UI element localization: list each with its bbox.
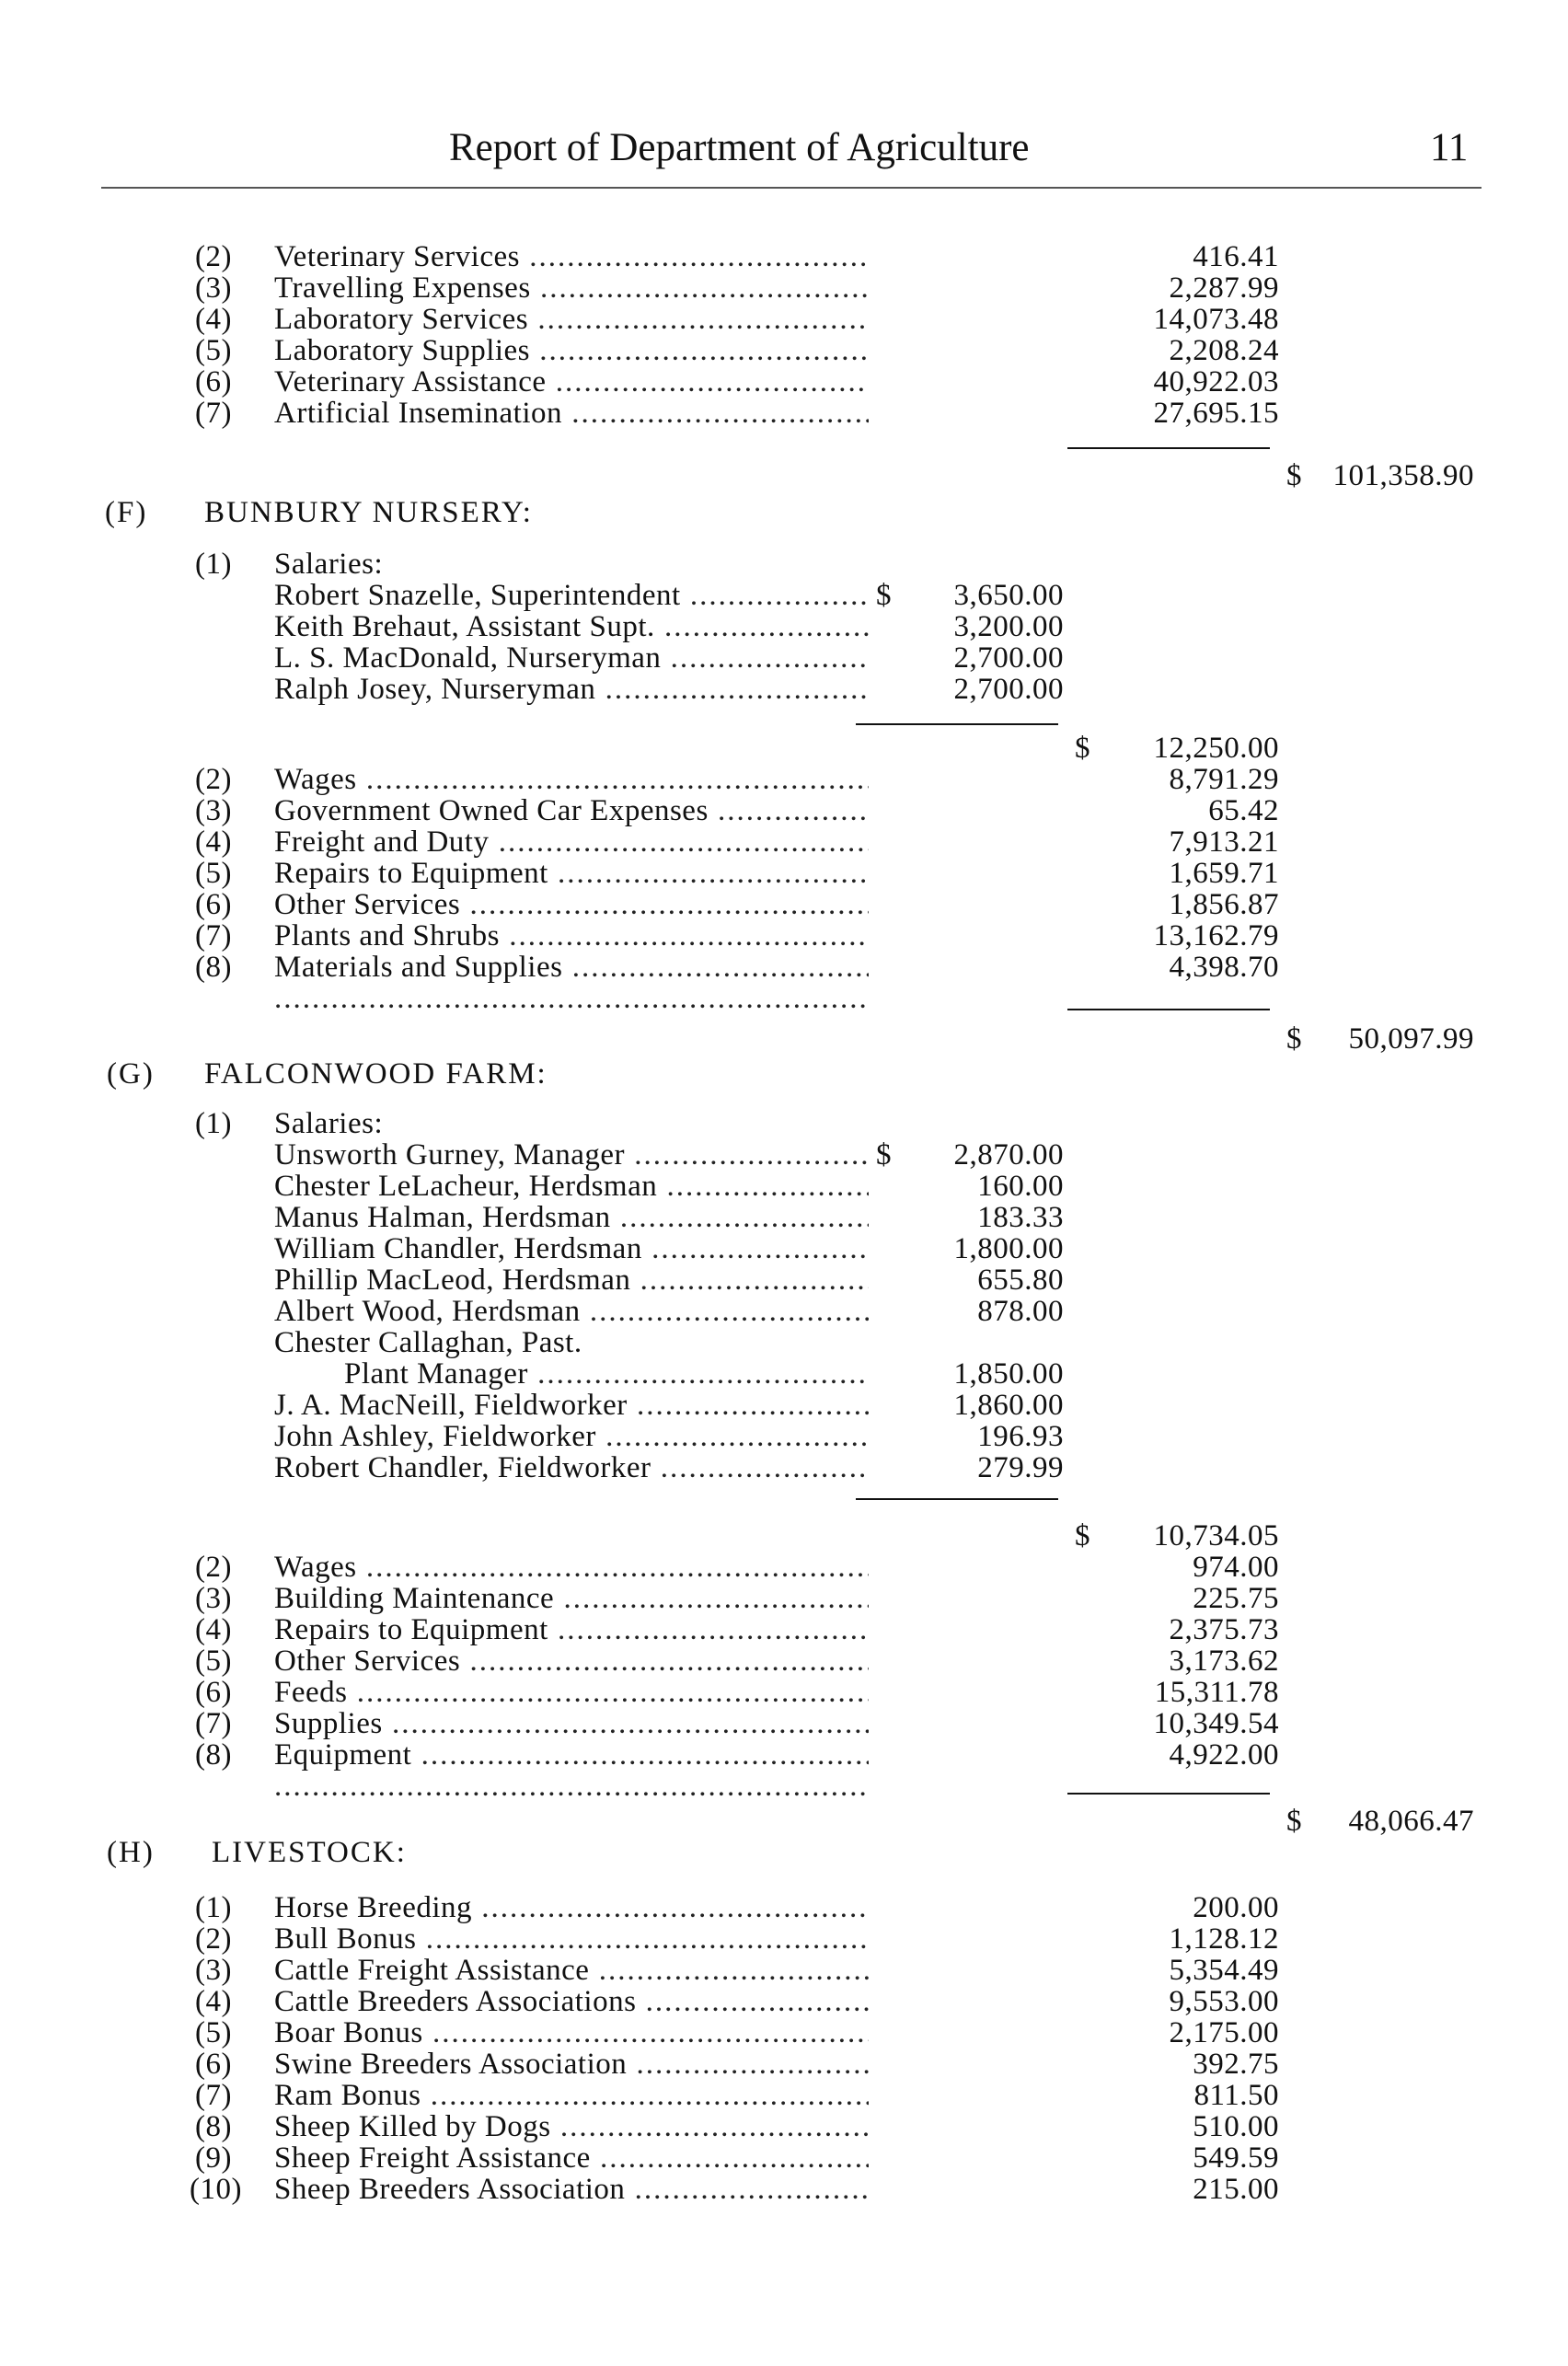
salary-name: Chester LeLacheur, Herdsman .....	[274, 1171, 869, 1202]
item-label: Veterinary Assistance .....	[274, 366, 869, 398]
item-label: Repairs to Equipment .....	[274, 858, 869, 889]
item-label: Horse Breeding .....	[274, 1892, 869, 1923]
salary-dollar-sign: $	[876, 1138, 892, 1171]
item-number: (8)	[195, 1738, 232, 1772]
salary-name: William Chandler, Herdsman .....	[274, 1233, 869, 1264]
salary-amount: 160.00	[977, 1170, 1064, 1203]
item-label: Ram Bonus .....	[274, 2080, 869, 2111]
salary-amount: 2,700.00	[953, 641, 1064, 675]
salary-amount: 279.99	[977, 1451, 1064, 1484]
subtotal-dollar-sign: $	[1075, 1519, 1090, 1552]
section-total: 101,358.90	[1332, 459, 1474, 492]
item-number: (5)	[195, 1645, 232, 1678]
item-amount: 5,354.49	[1169, 1954, 1279, 1987]
item-amount: 27,695.15	[1153, 397, 1279, 430]
item-number: (5)	[195, 334, 232, 367]
header-divider	[101, 187, 1482, 189]
section-total: 50,097.99	[1348, 1022, 1474, 1056]
salary-amount: 196.93	[977, 1420, 1064, 1453]
item-label: Feeds .....	[274, 1677, 869, 1708]
salary-name: J. A. MacNeill, Fieldworker .....	[274, 1390, 869, 1421]
item-amount: 549.59	[1193, 2141, 1279, 2175]
item-number: (6)	[195, 1676, 232, 1709]
salary-name: Plant Manager .....	[344, 1358, 869, 1390]
item-amount: 200.00	[1193, 1891, 1279, 1924]
salary-amount: 2,870.00	[953, 1138, 1064, 1171]
item-amount: 13,162.79	[1153, 919, 1279, 952]
item-amount: 10,349.54	[1153, 1707, 1279, 1740]
salary-amount: 1,850.00	[953, 1357, 1064, 1391]
item-number: (3)	[195, 1954, 232, 1987]
item-number: (1)	[195, 1891, 232, 1924]
item-amount: 40,922.03	[1153, 365, 1279, 398]
item-label: Boar Bonus .....	[274, 2017, 869, 2049]
subtotal-rule	[1067, 447, 1270, 449]
item-number: (4)	[195, 303, 232, 336]
item-number: (5)	[195, 857, 232, 890]
salary-amount: 183.33	[977, 1201, 1064, 1234]
item-label: Plants and Shrubs .....	[274, 920, 869, 952]
item-amount: 15,311.78	[1154, 1676, 1279, 1709]
section-letter: (H)	[107, 1836, 155, 1869]
item-number: (2)	[195, 240, 232, 273]
item-amount: 2,208.24	[1169, 334, 1279, 367]
salary-amount: 3,200.00	[953, 610, 1064, 643]
item-amount: 974.00	[1193, 1551, 1279, 1584]
item-number: (1)	[195, 548, 232, 581]
item-label: Freight and Duty .....	[274, 826, 869, 858]
section-title: LIVESTOCK:	[212, 1836, 407, 1869]
salary-name: Robert Snazelle, Superintendent .....	[274, 580, 869, 611]
item-amount: 416.41	[1193, 240, 1279, 273]
section-letter: (G)	[107, 1057, 155, 1091]
item-label: Veterinary Services .....	[274, 241, 869, 272]
item-label: Swine Breeders Association .....	[274, 2049, 869, 2080]
item-number: (6)	[195, 2048, 232, 2081]
item-number: (4)	[195, 1985, 232, 2018]
total-dollar-sign: $	[1286, 1022, 1302, 1056]
item-number: (7)	[195, 2079, 232, 2112]
item-number: (8)	[195, 2110, 232, 2143]
item-label: Cattle Breeders Associations .....	[274, 1986, 869, 2017]
salary-amount: 1,800.00	[953, 1232, 1064, 1265]
salaries-label: Salaries:	[274, 1107, 384, 1140]
item-label	[274, 1771, 869, 1802]
subtotal-rule	[856, 1498, 1058, 1500]
subtotal-rule	[856, 723, 1058, 725]
salary-amount: 655.80	[977, 1264, 1064, 1297]
item-amount: 1,128.12	[1169, 1922, 1279, 1956]
salary-name: Unsworth Gurney, Manager .....	[274, 1139, 869, 1171]
item-label: Cattle Freight Assistance .....	[274, 1955, 869, 1986]
total-dollar-sign: $	[1286, 459, 1302, 492]
item-label: Other Services .....	[274, 889, 869, 920]
item-label: Sheep Breeders Association .....	[274, 2174, 869, 2205]
item-label: Laboratory Supplies .....	[274, 335, 869, 366]
item-number: (8)	[195, 951, 232, 984]
item-amount: 65.42	[1208, 794, 1279, 827]
item-label: Wages .....	[274, 764, 869, 795]
salary-name: Manus Halman, Herdsman .....	[274, 1202, 869, 1233]
item-amount: 392.75	[1193, 2048, 1279, 2081]
section-total: 48,066.47	[1348, 1805, 1474, 1838]
salaries-subtotal: 10,734.05	[1153, 1519, 1279, 1552]
subtotal-rule	[1067, 1009, 1270, 1010]
item-number: (9)	[195, 2141, 232, 2175]
item-number: (4)	[195, 825, 232, 859]
salaries-label: Salaries:	[274, 548, 384, 581]
salary-name: Ralph Josey, Nurseryman .....	[274, 674, 869, 705]
item-amount: 4,398.70	[1169, 951, 1279, 984]
item-label: Repairs to Equipment .....	[274, 1614, 869, 1645]
item-number: (10)	[190, 2173, 242, 2206]
page-number: 11	[1430, 126, 1469, 169]
item-label: Supplies .....	[274, 1708, 869, 1739]
item-amount: 9,553.00	[1169, 1985, 1279, 2018]
salary-name: L. S. MacDonald, Nurseryman .....	[274, 642, 869, 674]
item-number: (4)	[195, 1613, 232, 1646]
salary-name: Robert Chandler, Fieldworker .....	[274, 1452, 869, 1483]
salary-dollar-sign: $	[876, 579, 892, 612]
item-amount: 811.50	[1193, 2079, 1279, 2112]
item-number: (7)	[195, 919, 232, 952]
item-amount: 3,173.62	[1169, 1645, 1279, 1678]
subtotal-rule	[1067, 1793, 1270, 1795]
item-label: Materials and Supplies .....	[274, 952, 869, 983]
item-number: (3)	[195, 1582, 232, 1615]
item-number: (5)	[195, 2016, 232, 2049]
item-number: (2)	[195, 1551, 232, 1584]
salary-name: Albert Wood, Herdsman .....	[274, 1296, 869, 1327]
item-label: Other Services .....	[274, 1645, 869, 1677]
salary-name: Keith Brehaut, Assistant Supt. .....	[274, 611, 869, 642]
item-label	[274, 983, 869, 1014]
subtotal-dollar-sign: $	[1075, 732, 1090, 765]
item-label: Government Owned Car Expenses .....	[274, 795, 869, 826]
salary-name: Phillip MacLeod, Herdsman .....	[274, 1264, 869, 1296]
salary-name: Chester Callaghan, Past.	[274, 1326, 582, 1359]
item-label: Bull Bonus .....	[274, 1923, 869, 1955]
total-dollar-sign: $	[1286, 1805, 1302, 1838]
item-label: Building Maintenance .....	[274, 1583, 869, 1614]
salary-amount: 1,860.00	[953, 1389, 1064, 1422]
salary-amount: 3,650.00	[953, 579, 1064, 612]
item-number: (7)	[195, 397, 232, 430]
item-amount: 2,287.99	[1169, 271, 1279, 305]
item-number: (3)	[195, 794, 232, 827]
salary-amount: 2,700.00	[953, 673, 1064, 706]
item-label: Sheep Freight Assistance .....	[274, 2142, 869, 2174]
item-amount: 1,856.87	[1169, 888, 1279, 921]
salaries-subtotal: 12,250.00	[1153, 732, 1279, 765]
item-number: (2)	[195, 763, 232, 796]
item-number: (3)	[195, 271, 232, 305]
item-amount: 7,913.21	[1169, 825, 1279, 859]
item-number: (7)	[195, 1707, 232, 1740]
item-amount: 215.00	[1193, 2173, 1279, 2206]
item-amount: 2,375.73	[1169, 1613, 1279, 1646]
item-number: (6)	[195, 365, 232, 398]
page-title: Report of Department of Agriculture	[449, 126, 1030, 169]
salary-amount: 878.00	[977, 1295, 1064, 1328]
item-amount: 510.00	[1193, 2110, 1279, 2143]
item-amount: 225.75	[1193, 1582, 1279, 1615]
item-number: (2)	[195, 1922, 232, 1956]
section-letter: (F)	[105, 496, 148, 529]
item-label: Travelling Expenses .....	[274, 272, 869, 304]
page-header	[0, 125, 1568, 171]
item-amount: 1,659.71	[1169, 857, 1279, 890]
item-amount: 14,073.48	[1153, 303, 1279, 336]
section-title: BUNBURY NURSERY:	[204, 496, 533, 529]
item-number: (1)	[195, 1107, 232, 1140]
item-number: (6)	[195, 888, 232, 921]
item-label: Sheep Killed by Dogs .....	[274, 2111, 869, 2142]
item-amount: 4,922.00	[1169, 1738, 1279, 1772]
item-label: Equipment .....	[274, 1739, 869, 1771]
item-label: Artificial Insemination .....	[274, 398, 869, 429]
item-amount: 2,175.00	[1169, 2016, 1279, 2049]
salary-name: John Ashley, Fieldworker .....	[274, 1421, 869, 1452]
item-label: Laboratory Services .....	[274, 304, 869, 335]
item-label: Wages .....	[274, 1552, 869, 1583]
section-title: FALCONWOOD FARM:	[204, 1057, 548, 1091]
item-amount: 8,791.29	[1169, 763, 1279, 796]
